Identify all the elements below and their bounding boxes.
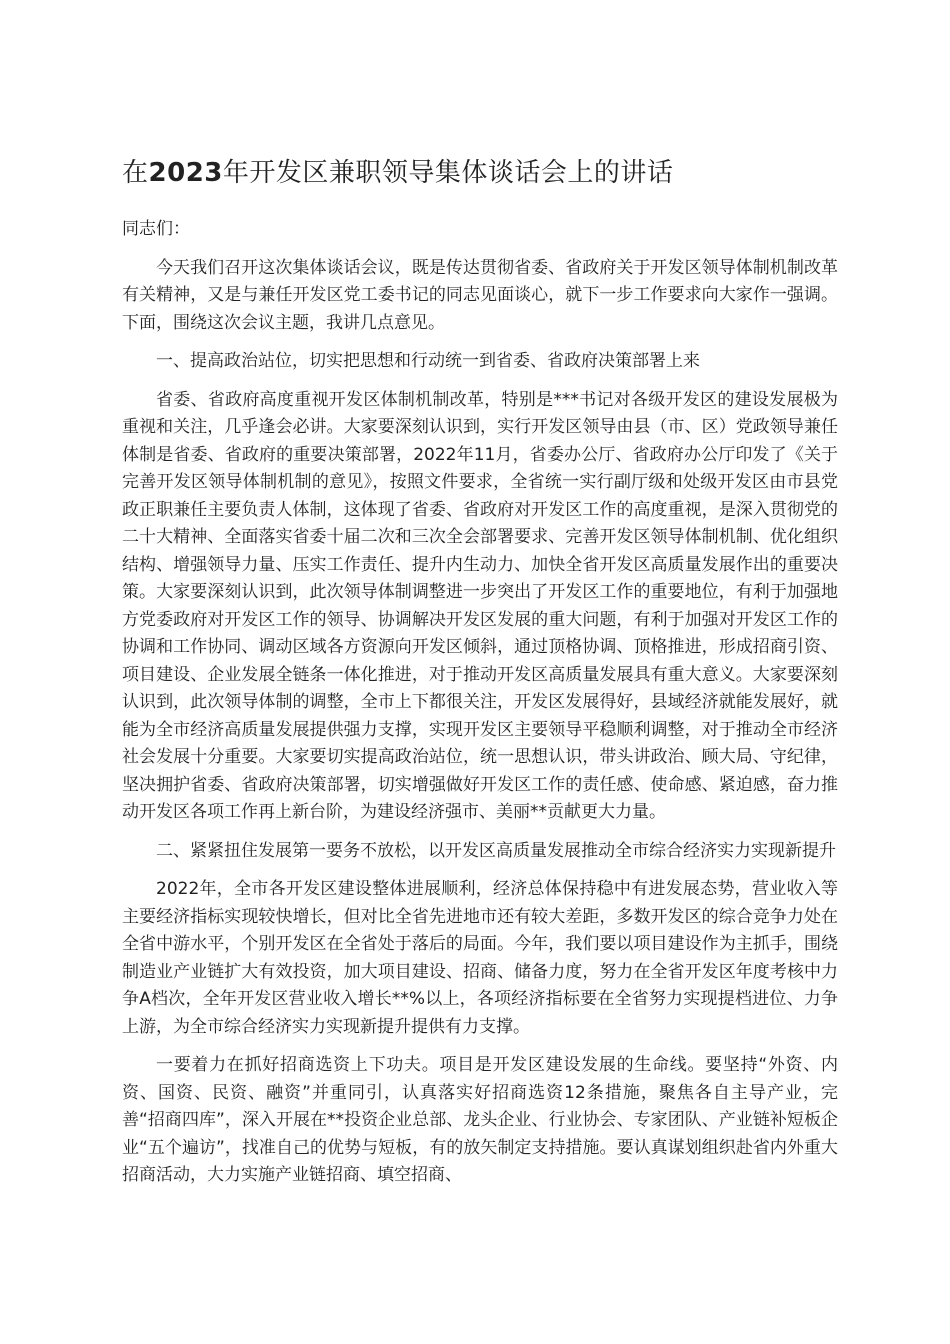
document-page: [122, 150, 838, 1201]
paragraph-section-2: 2022年，全市各开发区建设整体进展顺利，经济总体保持稳中有进发展态势，营业收入等主要经济指标实现较快增长，但对比全省先进地市还有较大差距，多数开发区的综合竞争力处在全省中游水平，个别开发区在全省处于落后的局面。今年，我们要以项目建设作为主抓手，围绕制造业产业链扩大有效投资，加大项目建设、招商、储备力度，努力在全省开发区年度考核中力争A档次，全年开发区营业收入增长**%以上，各项经济指标要在全省努力实现提档进位、力争上游，为全市综合经济实力实现新提升提供有力支撑。: [122, 879, 838, 1037]
paragraph-intro: 今天我们召开这次集体谈话会议，既是传达贯彻省委、省政府关于开发区领导体制机制改革有关精神，又是与兼任开发区党工委书记的同志见面谈心，就下一步工作要求向大家作一强调。下面，围绕这次会议主题，我讲几点意见。: [122, 257, 838, 333]
section-heading-1: 一、提高政治站位，切实把思想和行动统一到省委、省政府决策部署上来: [156, 351, 700, 371]
title-year: 2023: [148, 158, 223, 188]
title-suffix: 年开发区兼职领导集体谈话会上的讲话: [222, 158, 674, 188]
paragraph-section-1: 省委、省政府高度重视开发区体制机制改革，特别是***书记对各级开发区的建设发展极为重视和关注，几乎逢会必讲。大家要深刻认识到，实行开发区领导由县（市、区）党政领导兼任体制是省委、省政府的重要决策部署，2022年11月，省委办公厅、省政府办公厅印发了《关于完善开发区领导体制机制的意见》，按照文件要求，全省统一实行副厅级和处级开发区由市县党政正职兼任主要负责人体制，这体现了省委、省政府对开发区工作的高度重视，是深入贯彻党的二十大精神、全面落实省委十届二次和三次全会部署要求、完善开发区领导体制机制、优化组织结构、增强领导力量、压实工作责任、提升内生动力、加快全省开发区高质量发展作出的重要决策。大家要深刻认识到，此次领导体制调整进一步突出了开发区工作的重要地位，有利于加强地方党委政府对开发区工作的领导、协调解决开发区发展的重大问题，有利于加强对开发区工作的协调和工作协同、调动区域各方资源向开发区倾斜，通过顶格协调、顶格推进，形成招商引资、项目建设、企业发展全链条一体化推进，对于推动开发区高质量发展具有重大意义。大家要深刻认识到，此次领导体制的调整，全市上下都很关注，开发区发展得好，县域经济就能发展好，就能为全市经济高质量发展提供强力支撑，实现开发区主要领导平稳顺利调整，对于推动全市经济社会发展十分重要。大家要切实提高政治站位，统一思想认识，带头讲政治、顾大局、守纪律，坚决拥护省委、省政府决策部署，切实增强做好开发区工作的责任感、使命感、紧迫感，奋力推动开发区各项工作再上新台阶，为建设经济强市、美丽**贡献更大力量。: [122, 389, 838, 822]
title-prefix: 在: [122, 158, 149, 188]
section-heading-2: 二、紧紧扭住发展第一要务不放松，以开发区高质量发展推动全市综合经济实力实现新提升: [156, 840, 836, 861]
paragraph-point-1: 一要着力在抓好招商选资上下功夫。项目是开发区建设发展的生命线。要坚持“外资、内资、国资、民资、融资”并重同引，认真落实好招商选资12条措施，聚焦各自主导产业，完善“招商四库”，深入开展在**投资企业总部、龙头企业、行业协会、专家团队、产业链补短板企业“五个遍访”，找准自己的优势与短板，有的放矢制定支持措施。要认真谋划组织赴省内外重大招商活动，大力实施产业链招商、填空招商、: [122, 1055, 838, 1185]
document-title: [122, 150, 838, 196]
salutation: 同志们：: [122, 219, 190, 239]
